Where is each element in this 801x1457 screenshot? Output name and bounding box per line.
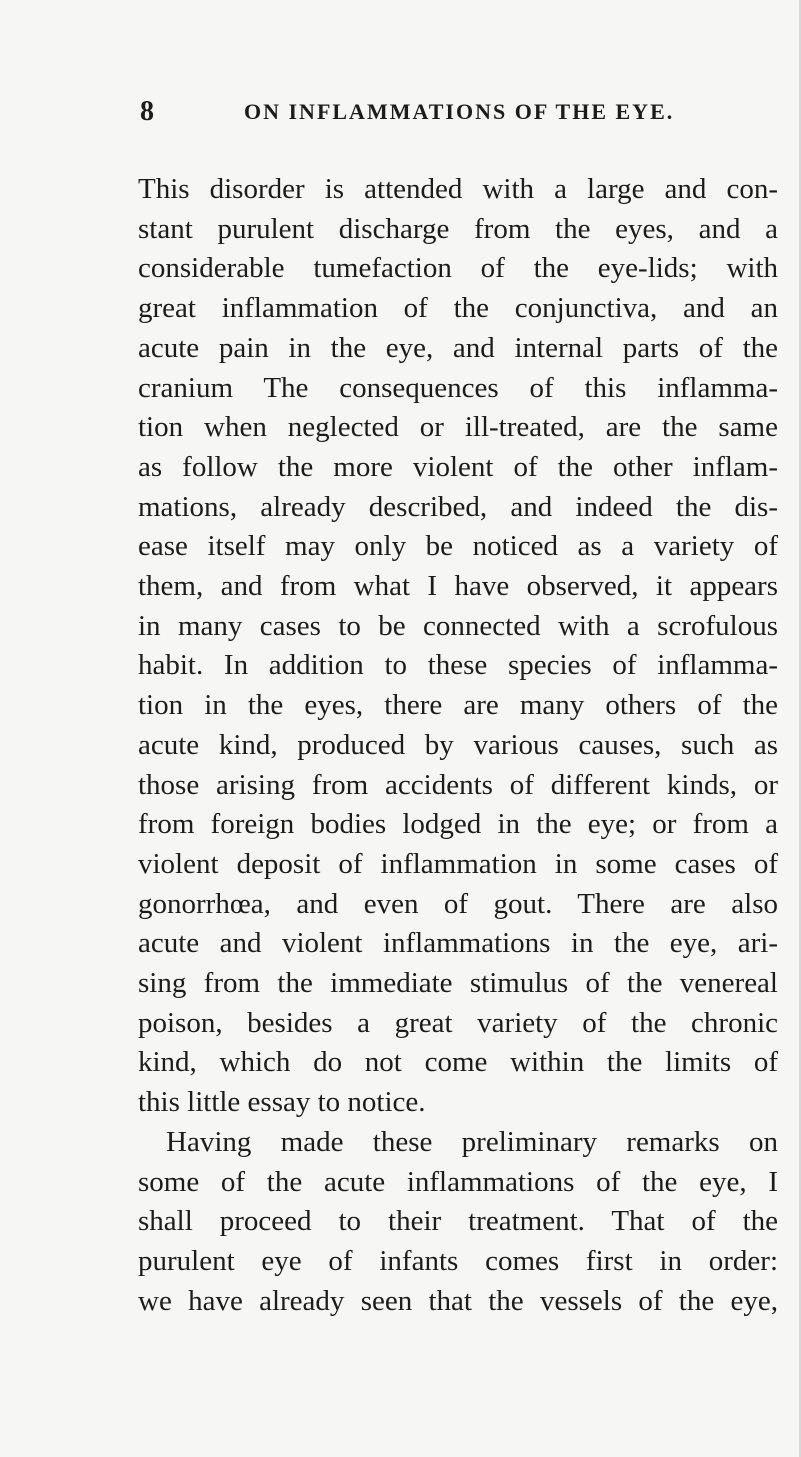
text-line: those arising from accidents of different kinds, or <box>138 768 778 801</box>
text-line: considerable tumefaction of the eye-lids; with <box>138 252 778 285</box>
text-line: acute pain in the eye, and internal parts of the <box>138 331 778 364</box>
text-line: some of the acute inflammations of the eye, I <box>138 1165 778 1198</box>
text-line: kind, which do not come within the limits of <box>138 1046 778 1079</box>
text-line: in many cases to be connected with a scrofulous <box>138 609 778 642</box>
text-line: we have already seen that the vessels of the eye, <box>138 1284 778 1317</box>
text-line: great inflammation of the conjunctiva, and an <box>138 292 778 325</box>
text-line: as follow the more violent of the other inflam- <box>138 450 778 483</box>
text-line: them, and from what I have observed, it appears <box>138 570 778 603</box>
page-number: 8 <box>140 96 155 127</box>
text-line: purulent eye of infants comes first in order: <box>138 1244 778 1277</box>
text-line: violent deposit of inflammation in some cases of <box>138 847 778 880</box>
text-line: stant purulent discharge from the eyes, and a <box>138 212 778 245</box>
page-header <box>140 96 706 132</box>
text-line: mations, already described, and indeed the dis- <box>138 490 778 523</box>
text-line: sing from the immediate stimulus of the venereal <box>138 967 778 1000</box>
text-line: this little essay to notice. <box>138 1086 426 1119</box>
text-line: tion in the eyes, there are many others of the <box>138 689 778 722</box>
text-line: shall proceed to their treatment. That of the <box>138 1205 778 1238</box>
text-line: ease itself may only be noticed as a variety of <box>138 530 778 563</box>
text-line: tion when neglected or ill-treated, are the same <box>138 411 778 444</box>
running-head: ON INFLAMMATIONS OF THE EYE. <box>244 99 675 124</box>
body-text <box>138 170 778 1321</box>
paragraph-start-line: Having made these preliminary remarks on <box>166 1125 778 1158</box>
text-line: gonorrhœa, and even of gout. There are also <box>138 887 778 920</box>
text-line: habit. In addition to these species of inflamma- <box>138 649 778 682</box>
text-line: from foreign bodies lodged in the eye; or from a <box>138 808 778 841</box>
text-line: acute and violent inflammations in the eye, ari- <box>138 927 778 960</box>
text-line: cranium The consequences of this inflamma- <box>138 371 778 404</box>
text-line: acute kind, produced by various causes, such as <box>138 728 778 761</box>
text-line: poison, besides a great variety of the chronic <box>138 1006 778 1039</box>
text-line: This disorder is attended with a large and con- <box>138 173 778 205</box>
